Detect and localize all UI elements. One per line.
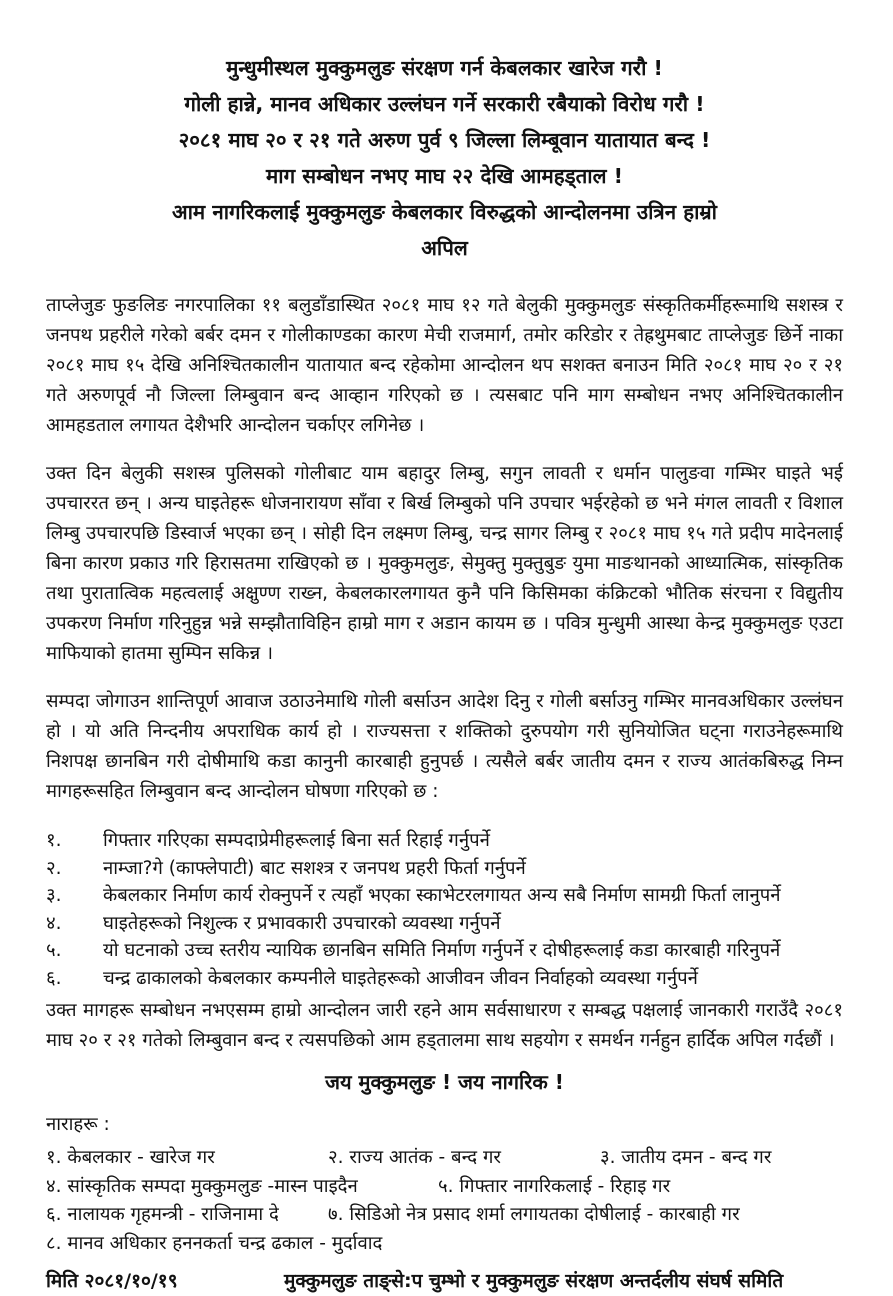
title-line-4: माग सम्बोधन नभए माघ २२ देखि आमहड्ताल ! [266,164,623,188]
demand-text: गिफ्तार गरिएका सम्पदाप्रेमीहरूलाई बिना सर्त रिहाई गर्नुपर्ने [103,830,490,851]
footer-row [46,1266,843,1296]
demand-item-2 [46,855,843,883]
demand-number: ३. [46,885,62,906]
title-line-6: अपिल [421,236,468,260]
demand-list [46,827,843,992]
demand-item-4 [46,910,843,938]
slogan-1: १. केबलकार - खारेज गर [46,1147,215,1168]
demand-item-3 [46,882,843,910]
demand-text: यो घटनाको उच्च स्तरीय न्यायिक छानबिन समिति निर्माण गर्नुपर्ने र दोषीहरूलाई कडा कारबाही गरिनुपर्ने [103,940,781,961]
demand-item-1 [46,827,843,855]
slogan-8: ८. मानव अधिकार हननकर्ता चन्द्र ढकाल - मुर्दावाद [46,1232,383,1254]
title-line-1: मुन्धुमीस्थल मुक्कुमलुङ संरक्षण गर्न केबलकार खारेज गरौ ! [226,56,663,80]
document-date: मिति २०८१/१०/१९ [46,1270,178,1292]
slogan-6: ६. नालायक गृहमन्त्री - राजिनामा दे [46,1204,279,1225]
slogan-5: ५. गिफ्तार नागरिकलाई - रिहाइ गर [438,1175,671,1197]
paragraph-injured: उक्त दिन बेलुकी सशस्त्र पुलिसको गोलीबाट याम बहादुर लिम्बु, सगुन लावती र धर्मान पालुङवा गम्भिर घाइते भई उपचाररत छन् । अन्य घाइतेहरू धोजनारायण साँवा र बिर्ख लिम्बुको पनि उपचार भईरहेको छ भने मंगल लावती र विशाल लिम्बु उपचारपछि डिस्वार्ज भएका छन् । सोही दिन लक्ष्मण लिम्बु, चन्द्र सागर लिम्बु र २०८१ माघ १५ गते प्रदीप मादेनलाई बिना कारण प्रकाउ गरि हिरासतमा राखिएको छ । मुक्कुमलुङ, सेमुक्तु मुक्तुबुङ युमा माङथानको आध्यात्मिक, सांस्कृतिक तथा पुरातात्विक महत्वलाई अक्षुण्ण राख्न, केबलकारलगायत कुनै पनि किसिमका कंक्रिटको भौतिक संरचना र विद्युतीय उपकरण निर्माण गरिनुहुन्न भन्ने सम्झौताविहिन हाम्रो माग र अडान कायम छ । पवित्र मुन्धुमी आस्था केन्द्र मुक्कुमलुङ एउटा माफियाको हातमा सुम्पिन सकिन्न । [46,463,843,664]
closing-paragraph: उक्त मागहरू सम्बोधन नभएसम्म हाम्रो आन्दोलन जारी रहने आम सर्वसाधारण र सम्बद्ध पक्षलाई जानकारी गराउँदै २०८१ माघ २० र २१ गतेको लिम्बुवान बन्द र त्यसपछिको आम हड्तालमा साथ सहयोग र समर्थन गर्नहुन हार्दिक अपिल गर्दछौं । [46,1000,843,1051]
demand-item-6 [46,965,843,993]
title-line-5: आम नागरिकलाई मुक्कुमलुङ केबलकार विरुद्धको आन्दोलनमा उत्रिन हाम्रो [171,200,717,224]
paragraph-background: ताप्लेजुङ फुङलिङ नगरपालिका ११ बलुडाँडास्थित २०८१ माघ १२ गते बेलुकी मुक्कुमलुङ संस्कृतिकर्मीहरूमाथि सशस्त्र र जनपथ प्रहरीले गरेको बर्बर दमन र गोलीकाण्डका कारण मेची राजमार्ग, तमोर करिडोर र तेह्रथुमबाट ताप्लेजुङ छिर्ने नाका २०८१ माघ १५ देखि अनिश्चितकालीन यातायात बन्द रहेकोमा आन्दोलन थप सशक्त बनाउन मिति २०८१ माघ २० र २१ गते अरुणपूर्व नौ जिल्ला लिम्बुवान बन्द आव्हान गरिएको छ । त्यसबाट पनि माग सम्बोधन नभए अनिश्चितकालीन आमहडताल लगायत देशैभरि आन्दोलन चर्काएर लगिनेछ । [46,295,843,436]
document-title-block [46,50,843,266]
slogan-row-2 [46,1173,843,1202]
demand-number: २. [46,857,62,879]
title-line-3: २०८१ माघ २० र २१ गते अरुण पुर्व ९ जिल्ला लिम्बूवान यातायात बन्द ! [178,128,711,152]
slogan-7: ७. सिडिओ नेत्र प्रसाद शर्मा लगायतका दोषीलाई - कारबाही गर [328,1204,740,1225]
demand-number: १. [46,830,62,851]
title-line-2: गोली हान्ने, मानव अधिकार उल्लंघन गर्ने सरकारी रबैयाको विरोध गरौ ! [184,92,705,116]
slogan-4: ४. सांस्कृतिक सम्पदा मुक्कुमलुङ -मास्न पाइदैन [46,1175,358,1197]
slogans-label: नाराहरू : [46,1114,110,1135]
slogan-row-3 [46,1201,843,1230]
demand-item-5 [46,937,843,965]
slogan-3: ३. जातीय दमन - बन्द गर [600,1147,772,1168]
slogan-row-1 [46,1144,843,1173]
demand-text: चन्द्र ढाकालको केबलकार कम्पनीले घाइतेहरूको आजीवन जीवन निर्वाहको व्यवस्था गर्नुपर्ने [103,967,698,989]
demand-number: ६. [46,967,62,989]
demand-number: ४. [46,912,62,934]
demand-text: केबलकार निर्माण कार्य रोक्नुपर्ने र त्यहाँ भएका स्काभेटरलगायत अन्य सबै निर्माण सामग्री फिर्ता लानुपर्ने [103,885,781,906]
demand-text: घाइतेहरूको निशुल्क र प्रभावकारी उपचारको व्यवस्था गर्नुपर्ने [103,912,501,934]
victory-slogan-line: जय मुक्कुमलुङ ! जय नागरिक ! [325,1070,564,1094]
slogan-2: २. राज्य आतंक - बन्द गर [328,1147,501,1168]
paragraph-condemnation: सम्पदा जोगाउन शान्तिपूर्ण आवाज उठाउनेमाथि गोली बर्साउन आदेश दिनु र गोली बर्साउनु गम्भिर मानवअधिकार उल्लंघन हो । यो अति निन्दनीय अपराधिक कार्य हो । राज्यसत्ता र शक्तिको दुरुपयोग गरी सुनियोजित घट्ना गराउनेहरूमाथि निशपक्ष छानबिन गरी दोषीमाथि कडा कानुनी कारबाही हुनुपर्छ । त्यसैले बर्बर जातीय दमन र राज्य आतंकबिरुद्ध निम्न मागहरूसहित लिम्बुवान बन्द आन्दोलन घोषणा गरिएको छ : [46,691,843,802]
signature-committee: मुक्कुमलुङ ताङ्से:प चुम्भो र मुक्कुमलुङ संरक्षण अन्तर्दलीय संघर्ष समिति [284,1270,784,1292]
slogan-row-4 [46,1230,843,1259]
demand-text: नाम्जा?गे (काफ्लेपाटी) बाट सशश्त्र र जनपथ प्रहरी फिर्ता गर्नुपर्ने [103,857,526,879]
demand-number: ५. [46,940,62,961]
